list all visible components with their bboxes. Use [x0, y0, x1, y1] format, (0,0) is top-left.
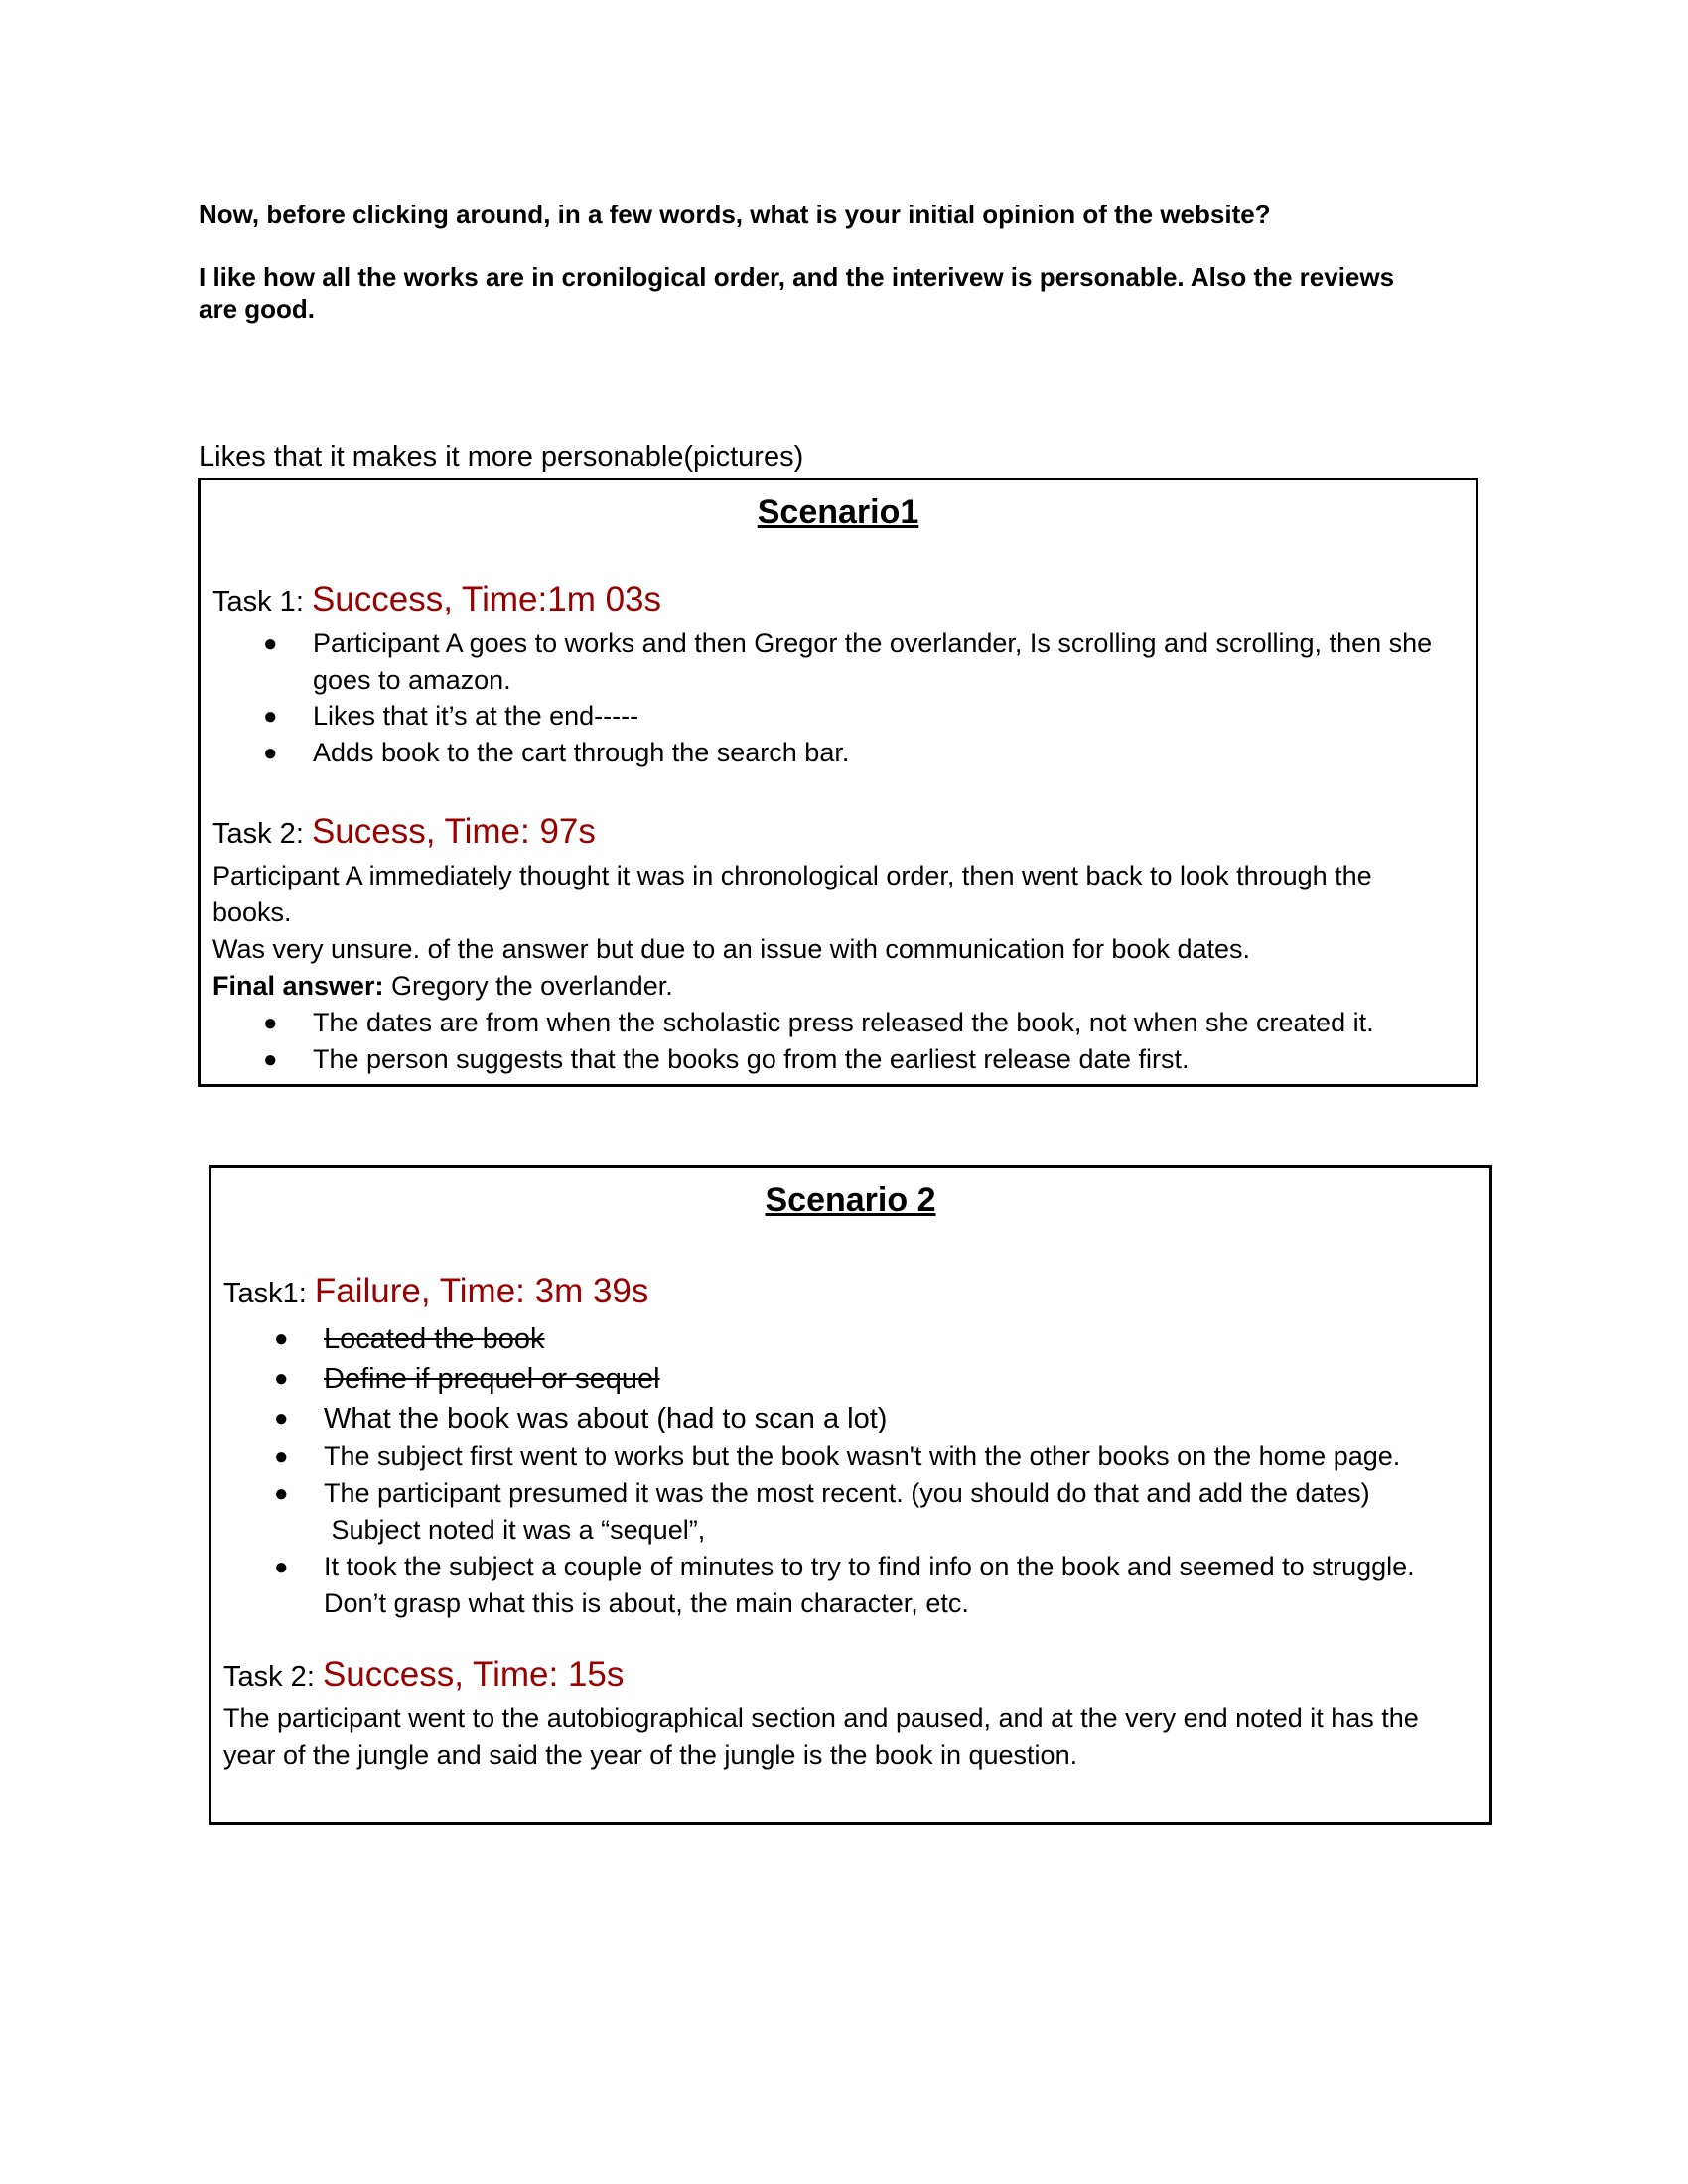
list-item — [211, 1319, 1482, 1359]
list-item — [211, 1475, 1482, 1549]
task-label: Task 2: — [223, 1661, 315, 1693]
task-label: Task 1: — [212, 586, 304, 617]
bullet-icon: ● — [274, 1554, 289, 1580]
scenario-2-task-2-heading — [223, 1655, 624, 1697]
bullet-text-continued: Subject noted it was a “sequel”, — [324, 1515, 706, 1545]
task-status: Sucess, Time: 97s — [311, 812, 596, 851]
final-answer-value: Gregory the overlander. — [383, 971, 673, 1001]
survey-answer-line-2: are good. — [199, 294, 316, 324]
bullet-text: Likes that it’s at the end----- — [313, 701, 639, 731]
bullet-text: The participant presumed it was the most recent. (you should do that and add the dates) — [324, 1478, 1370, 1508]
task-notes-line: year of the jungle and said the year of the jungle is the book in question. — [223, 1740, 1078, 1770]
bullet-text: It took the subject a couple of minutes to try to find info on the book and seemed to struggle. — [324, 1552, 1415, 1581]
bullet-icon: ● — [274, 1443, 289, 1470]
task-notes-line: books. — [212, 897, 292, 927]
task-status: Success, Time:1m 03s — [311, 580, 662, 618]
bullet-text: What the book was about (had to scan a lot) — [324, 1403, 888, 1434]
bullet-text-struck: Located the book — [324, 1323, 545, 1355]
task-notes-line: The participant went to the autobiographical section and paused, and at the very end noted it has the — [223, 1704, 1419, 1733]
scenario-1-task-2-heading — [212, 812, 596, 854]
bullet-text-continued: Don’t grasp what this is about, the main character, etc. — [324, 1588, 969, 1618]
scenario-2-task-1-heading — [223, 1272, 648, 1313]
bullet-text: Adds book to the cart through the search bar. — [313, 738, 850, 767]
list-item — [211, 1399, 1482, 1438]
list-item — [201, 1005, 1472, 1041]
bullet-text: Participant A goes to works and then Gregor the overlander, Is scrolling and scrolling, then she — [313, 628, 1433, 658]
task-notes-line: Was very unsure. of the answer but due to an issue with communication for book dates. — [212, 934, 1251, 964]
bullet-text-continued: goes to amazon. — [313, 665, 511, 695]
list-item — [211, 1359, 1482, 1399]
scenario-1-title: Scenario1 — [757, 493, 919, 531]
list-item — [211, 1438, 1482, 1475]
bullet-icon: ● — [263, 630, 278, 657]
final-answer-label: Final answer: — [212, 971, 384, 1001]
bullet-text-struck: Define if prequel or sequel — [324, 1363, 660, 1395]
bullet-icon: ● — [263, 740, 278, 766]
final-answer-line — [212, 968, 673, 1005]
survey-answer-line-1: I like how all the works are in cronilogical order, and the interivew is personable. Also the reviews — [199, 262, 1395, 292]
task-notes-line: Participant A immediately thought it was in chronological order, then went back to look through the — [212, 861, 1372, 890]
survey-question: Now, before clicking around, in a few words, what is your initial opinion of the website? — [199, 200, 1271, 229]
list-item — [201, 735, 1472, 771]
list-item — [211, 1549, 1482, 1622]
scenario-1-task-1-heading — [212, 580, 661, 621]
task-status: Success, Time: 15s — [322, 1655, 625, 1694]
task-status: Failure, Time: 3m 39s — [314, 1272, 649, 1310]
bullet-icon: ● — [263, 1010, 278, 1036]
bullet-icon: ● — [263, 1046, 278, 1073]
bullet-text: The dates are from when the scholastic press released the book, not when she created it. — [313, 1008, 1374, 1037]
scenario-2-title: Scenario 2 — [765, 1181, 936, 1219]
task-label: Task 2: — [212, 818, 304, 850]
scenario-2-box — [209, 1165, 1492, 1825]
observer-note: Likes that it makes it more personable(pictures) — [199, 441, 804, 473]
bullet-text: The subject first went to works but the book wasn't with the other books on the home page. — [324, 1441, 1401, 1471]
list-item — [201, 1041, 1472, 1078]
bullet-icon: ● — [274, 1405, 289, 1432]
bullet-icon: ● — [274, 1480, 289, 1507]
bullet-icon: ● — [274, 1325, 289, 1352]
list-item — [201, 625, 1472, 699]
bullet-text: The person suggests that the books go from the earliest release date first. — [313, 1044, 1190, 1074]
scenario-1-box — [198, 478, 1478, 1087]
bullet-icon: ● — [263, 703, 278, 730]
list-item — [201, 698, 1472, 735]
bullet-icon: ● — [274, 1365, 289, 1392]
task-label: Task1: — [223, 1278, 307, 1309]
